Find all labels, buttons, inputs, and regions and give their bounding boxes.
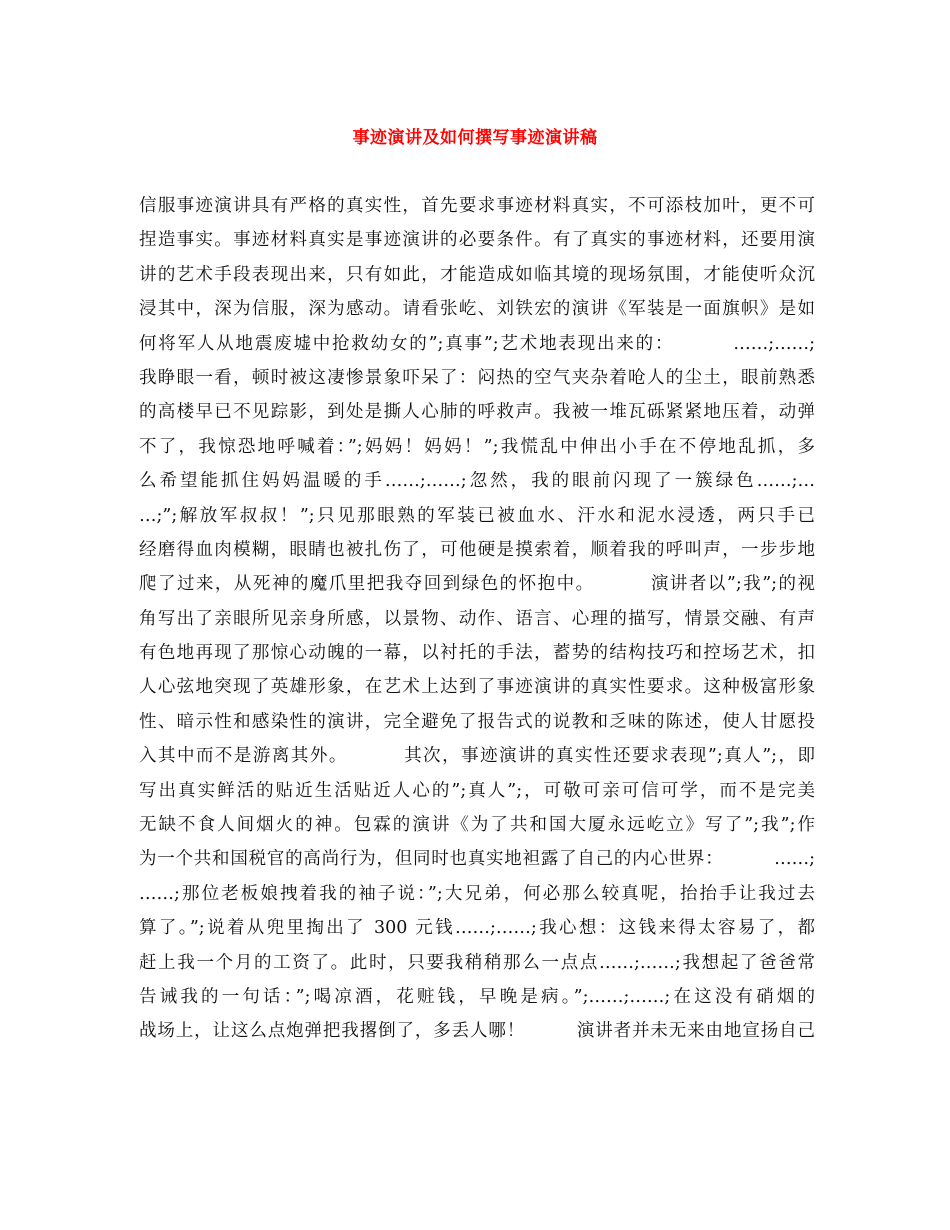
body-line: 爬了过来，从死神的魔爪里把我夺回到绿色的怀抱中。 演讲者以”;我”;的视 [139, 574, 815, 595]
body-line: 赶上我一个月的工资了。此时，只要我稍稍那么一点点……;……;我想起了爸爸常 [139, 952, 815, 973]
body-line: 经磨得血肉模糊，眼睛也被扎伤了，可他硬是摸索着，顺着我的呼叫声，一步步地 [139, 539, 815, 560]
body-line: 信服事迹演讲具有严格的真实性，首先要求事迹材料真实，不可添枝加叶，更不可 [139, 196, 815, 216]
body-line: 有色地再现了那惊心动魄的一幕，以衬托的手法，蓄势的结构技巧和控场艺术，扣 [139, 643, 815, 664]
body-line: 入其中而不是游离其外。 其次，事迹演讲的真实性还要求表现”;真人”;，即 [139, 746, 815, 767]
body-line: …;”;解放军叔叔！”;只见那眼熟的军装已被血水、汗水和泥水浸透，两只手已 [139, 505, 815, 526]
body-line: 人心弦地突现了英雄形象，在艺术上达到了事迹演讲的真实性要求。这种极富形象 [139, 677, 815, 698]
body-line: 战场上，让这么点炮弹把我撂倒了，多丢人哪！ 演讲者并未无来由地宣扬自己 [139, 1021, 815, 1042]
body-line: 为一个共和国税官的高尚行为，但同时也真实地袒露了自己的内心世界： ……; [139, 849, 815, 870]
body-line: 我睁眼一看，顿时被这凄惨景象吓呆了：闷热的空气夹杂着呛人的尘土，眼前熟悉 [139, 367, 815, 388]
body-line: 无缺不食人间烟火的神。包霖的演讲《为了共和国大厦永远屹立》写了”;我”;作 [139, 815, 815, 836]
document-title: 事迹演讲及如何撰写事迹演讲稿 [352, 128, 598, 148]
body-line: 讲的艺术手段表现出来，只有如此，才能造成如临其境的现场氛围，才能使听众沉 [139, 264, 815, 285]
body-line: 何将军人从地震废墟中抢救幼女的”;真事”;艺术地表现出来的： ……;……; [139, 333, 815, 354]
body-line: 算了。”;说着从兜里掏出了 300 元钱……;……;我心想：这钱来得太容易了，都 [139, 918, 815, 939]
body-line: 写出真实鲜活的贴近生活贴近人心的”;真人”;，可敬可亲可信可学，而不是完美 [139, 780, 815, 801]
body-line: 么希望能抓住妈妈温暖的手……;……;忽然，我的眼前闪现了一簇绿色……;… [139, 471, 815, 492]
body-line: 性、暗示性和感染性的演讲，完全避免了报告式的说教和乏味的陈述，使人甘愿投 [139, 711, 815, 732]
body-line: 浸其中，深为信服，深为感动。请看张屹、刘铁宏的演讲《军装是一面旗帜》是如 [139, 299, 815, 320]
body-line: ……;那位老板娘拽着我的袖子说：”;大兄弟，何必那么较真呢，抬抬手让我过去 [139, 883, 815, 904]
body-line: 捏造事实。事迹材料真实是事迹演讲的必要条件。有了真实的事迹材料，还要用演 [139, 230, 815, 251]
body-line: 的高楼早已不见踪影，到处是撕人心肺的呼救声。我被一堆瓦砾紧紧地压着，动弹 [139, 402, 815, 423]
document-body [139, 189, 815, 1049]
body-line: 告诫我的一句话：”;喝凉酒，花赃钱，早晚是病。”;……;……;在这没有硝烟的 [139, 986, 815, 1007]
body-line: 不了，我惊恐地呼喊着：”;妈妈！妈妈！”;我慌乱中伸出小手在不停地乱抓，多 [139, 436, 815, 457]
body-line: 角写出了亲眼所见亲身所感，以景物、动作、语言、心理的描写，情景交融、有声 [139, 608, 815, 629]
